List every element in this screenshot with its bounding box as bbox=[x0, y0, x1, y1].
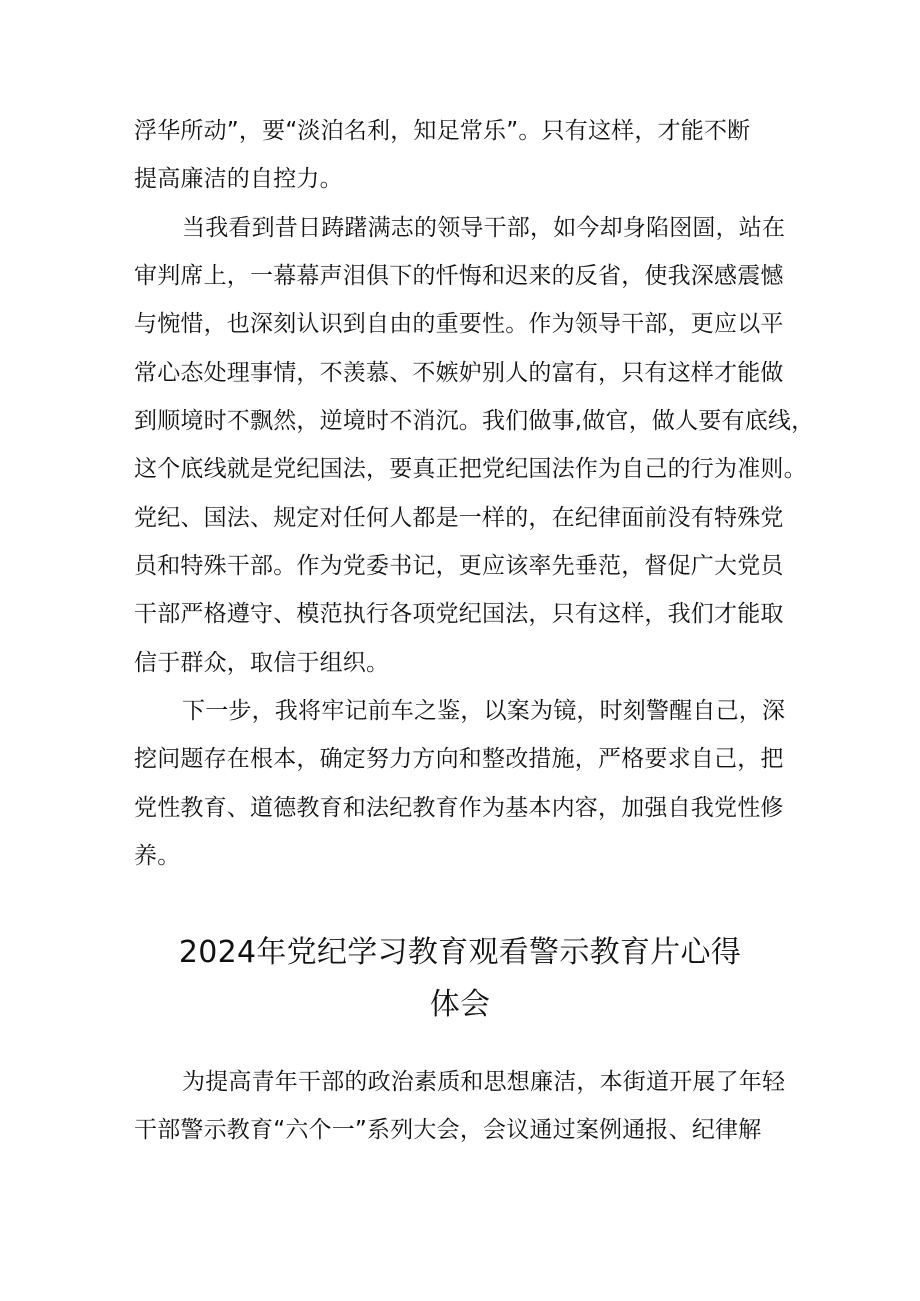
body-text-line: 为提高青年干部的政治素质和思想廉洁，本街道开展了年轻 bbox=[182, 1069, 786, 1095]
body-text-line: 浮华所动”，要“淡泊名利，知足常乐”。只有这样，才能不断 bbox=[134, 118, 751, 144]
section-title: 体会 bbox=[429, 987, 491, 1022]
body-text-line: 党性教育、道德教育和法纪教育作为基本内容，加强自我党性修 bbox=[134, 795, 784, 821]
body-text-line: 下一步，我将牢记前车之鉴，以案为镜，时刻警醒自己，深 bbox=[182, 698, 786, 724]
body-text-line: 干部警示教育“六个一”系列大会，会议通过案例通报、纪律解 bbox=[134, 1117, 762, 1143]
body-text-line: 提高廉洁的自控力。 bbox=[134, 166, 343, 192]
body-text-line: 干部严格遵守、模范执行各项党纪国法，只有这样，我们才能取 bbox=[134, 601, 784, 627]
body-text-line: 常心态处理事情，不羡慕、不嫉妒别人的富有，只有这样才能做 bbox=[134, 360, 784, 386]
body-text-line: 员和特殊干部。作为党委书记，更应该率先垂范，督促广大党员 bbox=[134, 553, 784, 579]
body-text-line: 这个底线就是党纪国法，要真正把党纪国法作为自己的行为准则。 bbox=[134, 456, 807, 482]
body-text-line: 到顺境时不飘然，逆境时不消沉。我们做事,做官，做人要有底线， bbox=[134, 408, 815, 434]
body-text-line: 信于群众，取信于组织。 bbox=[134, 650, 390, 676]
body-text-line: 挖问题存在根本，确定努力方向和整改措施，严格要求自己，把 bbox=[134, 746, 784, 772]
body-text-line: 审判席上，一幕幕声泪俱下的忏悔和迟来的反省，使我深感震憾 bbox=[134, 263, 784, 289]
body-text-line: 党纪、国法、规定对任何人都是一样的，在纪律面前没有特殊党 bbox=[134, 505, 784, 531]
body-text-line: 当我看到昔日踌躇满志的领导干部，如今却身陷囹圄，站在 bbox=[182, 215, 786, 241]
body-text-line: 养。 bbox=[134, 843, 181, 869]
body-text-line: 与惋惜，也深刻认识到自由的重要性。作为领导干部，更应以平 bbox=[134, 311, 784, 337]
section-title: 2024年党纪学习教育观看警示教育片心得 bbox=[178, 935, 742, 970]
